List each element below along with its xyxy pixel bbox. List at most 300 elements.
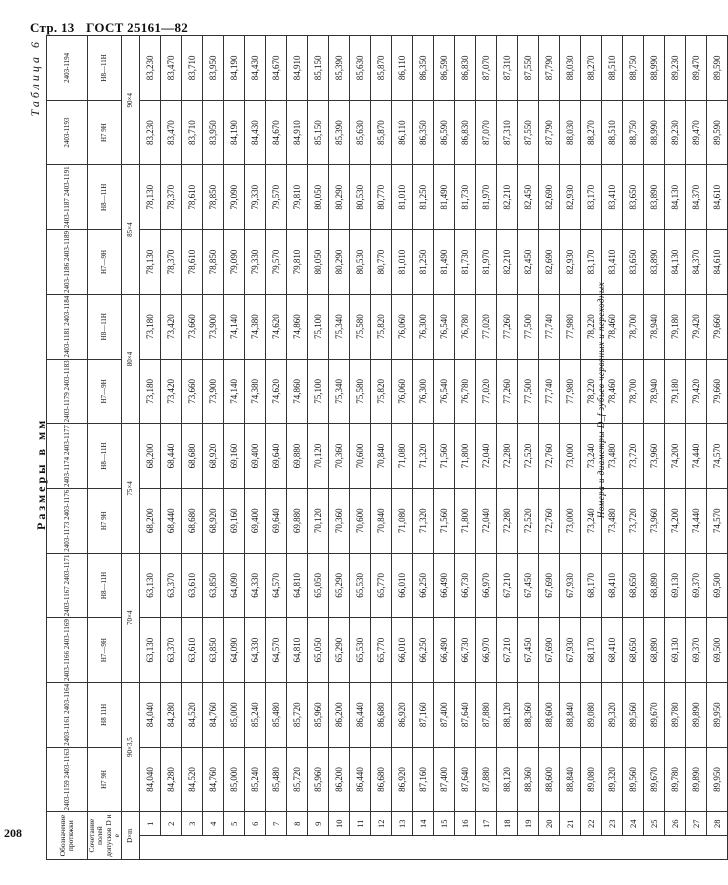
- header-row-sizes: [122, 36, 140, 860]
- table-row: [518, 36, 539, 860]
- diameter-cell: 74,620: [266, 294, 287, 359]
- diameter-cell: 83,650: [623, 230, 644, 295]
- diameter-cell: 85,480: [266, 682, 287, 747]
- diameter-cell: 87,640: [455, 682, 476, 747]
- diameter-cell: 82,450: [518, 165, 539, 230]
- diameter-cell: 69,160: [224, 424, 245, 489]
- diameter-cell: 81,970: [476, 230, 497, 295]
- diameter-cell: 87,550: [518, 100, 539, 165]
- diameter-cell: 89,320: [602, 747, 623, 812]
- diameter-cell: 85,240: [245, 682, 266, 747]
- diameter-cell: 78,460: [602, 359, 623, 424]
- tooth-number-cell: 24: [623, 812, 644, 836]
- diameter-cell: 73,420: [161, 294, 182, 359]
- diameter-cell: 87,310: [497, 36, 518, 101]
- diameter-cell: 67,210: [497, 553, 518, 618]
- diameter-cell: 77,260: [497, 359, 518, 424]
- diameter-cell: 80,530: [350, 165, 371, 230]
- size-header: 70×4: [122, 553, 140, 682]
- diameter-cell: 76,060: [392, 294, 413, 359]
- diameter-cell: 76,060: [392, 359, 413, 424]
- diameter-cell: 77,500: [518, 294, 539, 359]
- diameter-cell: 80,530: [350, 230, 371, 295]
- diameter-cell: 89,780: [665, 682, 686, 747]
- diameter-cell: 84,130: [665, 230, 686, 295]
- diameter-cell: 74,380: [245, 359, 266, 424]
- diameter-cell: 69,500: [707, 553, 728, 618]
- diameter-cell: 71,800: [455, 424, 476, 489]
- table-row: [287, 36, 308, 860]
- diameter-cell: 68,200: [140, 488, 161, 553]
- diameter-cell: 81,010: [392, 165, 413, 230]
- size-header: 85×4: [122, 165, 140, 294]
- diameter-cell: 75,100: [308, 359, 329, 424]
- diameter-cell: 87,070: [476, 36, 497, 101]
- diameter-cell: 88,030: [560, 100, 581, 165]
- designation-header: Обозначение протяжки: [47, 812, 88, 860]
- tooth-number-cell: 19: [518, 812, 539, 836]
- tooth-number-cell: 17: [476, 812, 497, 836]
- diameter-cell: 70,600: [350, 488, 371, 553]
- diameter-cell: 83,890: [644, 230, 665, 295]
- diameter-cell: 87,880: [476, 747, 497, 812]
- diameter-cell: 88,030: [560, 36, 581, 101]
- diameter-cell: 69,880: [287, 488, 308, 553]
- diameter-cell: 79,420: [686, 359, 707, 424]
- diameter-cell: 85,390: [329, 100, 350, 165]
- diameter-cell: 84,370: [686, 165, 707, 230]
- diameter-cell: 88,360: [518, 747, 539, 812]
- diameter-cell: 65,050: [308, 618, 329, 683]
- diameter-cell: 79,090: [224, 230, 245, 295]
- group-header: 2403-1186 2403-1189: [47, 230, 88, 295]
- tooth-number-cell: 10: [329, 812, 350, 836]
- diameter-cell: 77,980: [560, 359, 581, 424]
- table-caption: Размеры в мм: [34, 417, 48, 530]
- diameter-cell: 82,210: [497, 165, 518, 230]
- diameter-cell: 74,200: [665, 424, 686, 489]
- fit-header: Сочетание полей допусков D и e: [88, 812, 122, 860]
- diameter-cell: 73,240: [581, 488, 602, 553]
- diameter-cell: 88,270: [581, 36, 602, 101]
- diameter-cell: 84,190: [224, 36, 245, 101]
- diameter-cell: 85,720: [287, 747, 308, 812]
- diameter-cell: 88,990: [644, 100, 665, 165]
- diameter-cell: 83,710: [182, 100, 203, 165]
- diameter-cell: 71,800: [455, 488, 476, 553]
- diameter-cell: 69,640: [266, 424, 287, 489]
- tooth-number-cell: 20: [539, 812, 560, 836]
- diameter-cell: 80,770: [371, 165, 392, 230]
- tooth-number-cell: 11: [350, 812, 371, 836]
- diameter-cell: 63,370: [161, 553, 182, 618]
- diameter-cell: 68,410: [602, 618, 623, 683]
- diameter-cell: 88,840: [560, 747, 581, 812]
- diameter-cell: 85,480: [266, 747, 287, 812]
- diameter-cell: 68,170: [581, 618, 602, 683]
- diameter-cell: 68,680: [182, 488, 203, 553]
- diameter-cell: 68,440: [161, 488, 182, 553]
- diameter-cell: 82,450: [518, 230, 539, 295]
- diameter-cell: 85,000: [224, 682, 245, 747]
- diameter-cell: 66,490: [434, 618, 455, 683]
- diameter-cell: 86,200: [329, 682, 350, 747]
- diameter-cell: 87,400: [434, 747, 455, 812]
- diameter-cell: 66,730: [455, 553, 476, 618]
- fit-cell: H7 9H: [88, 100, 122, 165]
- diameter-cell: 70,360: [329, 488, 350, 553]
- diameter-cell: 69,370: [686, 553, 707, 618]
- diameter-cell: 67,450: [518, 618, 539, 683]
- diameter-cell: 83,170: [581, 230, 602, 295]
- diameter-cell: 77,020: [476, 294, 497, 359]
- diameter-cell: 74,620: [266, 359, 287, 424]
- diameter-cell: 78,700: [623, 359, 644, 424]
- page-label: Стр. 13: [30, 20, 75, 35]
- diameter-cell: 69,640: [266, 488, 287, 553]
- diameter-cell: 80,770: [371, 230, 392, 295]
- diameter-cell: 79,810: [287, 230, 308, 295]
- diameter-cell: 87,880: [476, 682, 497, 747]
- diameter-cell: 89,470: [686, 100, 707, 165]
- diameter-cell: 83,650: [623, 165, 644, 230]
- diameter-cell: 89,670: [644, 747, 665, 812]
- size-header: 75×4: [122, 424, 140, 553]
- diameter-cell: 84,670: [266, 36, 287, 101]
- diameter-cell: 77,740: [539, 294, 560, 359]
- diameter-cell: 69,500: [707, 618, 728, 683]
- diameter-cell: 68,920: [203, 488, 224, 553]
- fit-cell: H7—9H: [88, 359, 122, 424]
- diameter-cell: 67,930: [560, 618, 581, 683]
- diameter-cell: 73,000: [560, 424, 581, 489]
- diameter-cell: 87,160: [413, 682, 434, 747]
- diameter-cell: 66,970: [476, 618, 497, 683]
- table-row: [497, 36, 518, 860]
- diameter-cell: 85,630: [350, 100, 371, 165]
- table-row: [266, 36, 287, 860]
- diameter-cell: 66,010: [392, 618, 413, 683]
- fit-cell: H8—11H: [88, 424, 122, 489]
- diameter-cell: 85,000: [224, 747, 245, 812]
- diameter-cell: 73,720: [623, 424, 644, 489]
- diameter-cell: 73,720: [623, 488, 644, 553]
- diameter-cell: 65,530: [350, 618, 371, 683]
- tooth-number-cell: 3: [182, 812, 203, 836]
- diameter-cell: 89,080: [581, 682, 602, 747]
- diameter-cell: 73,660: [182, 359, 203, 424]
- diameter-cell: 68,440: [161, 424, 182, 489]
- tooth-number-cell: 25: [644, 812, 665, 836]
- diameter-cell: 78,220: [581, 294, 602, 359]
- table-row: [329, 36, 350, 860]
- diameter-cell: 78,220: [581, 359, 602, 424]
- diameter-cell: 73,480: [602, 488, 623, 553]
- diameter-cell: 73,480: [602, 424, 623, 489]
- diameter-cell: 88,510: [602, 100, 623, 165]
- diameter-cell: 74,860: [287, 359, 308, 424]
- diameter-cell: 86,200: [329, 747, 350, 812]
- fit-cell: H8—11H: [88, 36, 122, 101]
- table-row: [140, 36, 161, 860]
- tooth-number-cell: 13: [392, 812, 413, 836]
- group-header: 2403-1166 2403-1169: [47, 618, 88, 683]
- diameter-cell: 80,050: [308, 165, 329, 230]
- diameter-cell: 72,280: [497, 488, 518, 553]
- tooth-number-cell: 27: [686, 812, 707, 836]
- diameter-cell: 64,090: [224, 618, 245, 683]
- diameter-cell: 76,780: [455, 359, 476, 424]
- diameter-cell: 63,610: [182, 553, 203, 618]
- diameter-cell: 74,200: [665, 488, 686, 553]
- diameter-cell: 81,490: [434, 165, 455, 230]
- diameter-cell: 70,120: [308, 424, 329, 489]
- tooth-number-cell: 22: [581, 812, 602, 836]
- diameter-cell: 74,570: [707, 424, 728, 489]
- diameter-cell: 86,680: [371, 747, 392, 812]
- diameter-cell: 78,610: [182, 165, 203, 230]
- diameter-cell: 88,360: [518, 682, 539, 747]
- diameter-cell: 78,610: [182, 230, 203, 295]
- diameter-cell: 84,760: [203, 682, 224, 747]
- diameter-cell: 67,690: [539, 618, 560, 683]
- diameter-cell: 79,330: [245, 230, 266, 295]
- size-header: 80×4: [122, 294, 140, 423]
- diameter-cell: 65,770: [371, 618, 392, 683]
- diameter-cell: 78,940: [644, 359, 665, 424]
- fit-cell: H8 11H: [88, 682, 122, 747]
- diameter-cell: 74,440: [686, 424, 707, 489]
- diameter-cell: 85,150: [308, 36, 329, 101]
- diameter-cell: 83,950: [203, 36, 224, 101]
- diameter-cell: 78,130: [140, 165, 161, 230]
- diameter-cell: 78,700: [623, 294, 644, 359]
- diameter-cell: 78,370: [161, 165, 182, 230]
- diameter-cell: 69,400: [245, 424, 266, 489]
- diameter-cell: 86,350: [413, 36, 434, 101]
- diameter-cell: 63,850: [203, 618, 224, 683]
- diameter-cell: 83,230: [140, 100, 161, 165]
- table-label: Таблица 6: [28, 39, 42, 117]
- diameter-cell: 73,660: [182, 294, 203, 359]
- diameter-cell: 83,410: [602, 165, 623, 230]
- diameter-cell: 83,710: [182, 36, 203, 101]
- diameter-cell: 68,650: [623, 618, 644, 683]
- table-row: [161, 36, 182, 860]
- diameter-cell: 65,770: [371, 553, 392, 618]
- diameter-cell: 75,100: [308, 294, 329, 359]
- diameter-cell: 66,250: [413, 618, 434, 683]
- diameter-cell: 73,240: [581, 424, 602, 489]
- diameter-cell: 83,950: [203, 100, 224, 165]
- diameter-cell: 84,280: [161, 747, 182, 812]
- diameter-cell: 73,420: [161, 359, 182, 424]
- diameter-cell: 72,040: [476, 488, 497, 553]
- diameter-cell: 77,500: [518, 359, 539, 424]
- diameter-cell: 85,390: [329, 36, 350, 101]
- table-row: [224, 36, 245, 860]
- diameter-cell: 83,470: [161, 36, 182, 101]
- diameter-cell: 67,450: [518, 553, 539, 618]
- table-row: [350, 36, 371, 860]
- diameter-cell: 89,560: [623, 747, 644, 812]
- diameter-cell: 84,910: [287, 100, 308, 165]
- diameter-cell: 86,440: [350, 747, 371, 812]
- diameter-cell: 74,860: [287, 294, 308, 359]
- diameter-cell: 84,760: [203, 747, 224, 812]
- tooth-number-cell: 21: [560, 812, 581, 836]
- diameter-cell: 83,410: [602, 230, 623, 295]
- diameter-cell: 73,900: [203, 359, 224, 424]
- diameter-cell: 75,340: [329, 294, 350, 359]
- diameter-cell: 69,880: [287, 424, 308, 489]
- diameter-cell: 83,890: [644, 165, 665, 230]
- diameter-cell: 80,290: [329, 230, 350, 295]
- tooth-number-cell: 4: [203, 812, 224, 836]
- diameter-cell: 89,230: [665, 36, 686, 101]
- diameter-cell: 79,810: [287, 165, 308, 230]
- header-row-groups: [47, 36, 88, 860]
- table-row: [203, 36, 224, 860]
- diameter-cell: 78,850: [203, 165, 224, 230]
- diameter-cell: 63,850: [203, 553, 224, 618]
- diameter-cell: 78,460: [602, 294, 623, 359]
- diameter-cell: 84,130: [665, 165, 686, 230]
- tooth-number-cell: 15: [434, 812, 455, 836]
- group-header: 2403-1179 2403-1183: [47, 359, 88, 424]
- table-row: [413, 36, 434, 860]
- diameter-cell: 71,320: [413, 424, 434, 489]
- diameter-cell: 73,900: [203, 294, 224, 359]
- diameter-cell: 87,160: [413, 747, 434, 812]
- diameter-cell: 84,040: [140, 682, 161, 747]
- tooth-number-cell: 5: [224, 812, 245, 836]
- group-header: 2403-1194: [47, 36, 88, 101]
- diameter-cell: 63,130: [140, 618, 161, 683]
- diameter-cell: 74,140: [224, 294, 245, 359]
- table-row: [623, 36, 644, 860]
- diameter-cell: 70,840: [371, 424, 392, 489]
- diameter-cell: 78,130: [140, 230, 161, 295]
- table-row: [371, 36, 392, 860]
- diameter-cell: 89,080: [581, 747, 602, 812]
- diameter-cell: 81,490: [434, 230, 455, 295]
- diameter-cell: 66,250: [413, 553, 434, 618]
- diameter-cell: 88,510: [602, 36, 623, 101]
- diameter-cell: 88,120: [497, 747, 518, 812]
- diameter-cell: 67,690: [539, 553, 560, 618]
- diameter-cell: 85,720: [287, 682, 308, 747]
- diameter-cell: 84,520: [182, 747, 203, 812]
- tooth-number-cell: 2: [161, 812, 182, 836]
- tooth-number-cell: 23: [602, 812, 623, 836]
- diameter-cell: 86,110: [392, 100, 413, 165]
- diameter-cell: 86,920: [392, 682, 413, 747]
- fit-cell: H7 9H: [88, 488, 122, 553]
- table-row: [434, 36, 455, 860]
- diameter-cell: 68,890: [644, 553, 665, 618]
- diameter-cell: 66,490: [434, 553, 455, 618]
- diameter-cell: 76,780: [455, 294, 476, 359]
- diameter-cell: 85,960: [308, 747, 329, 812]
- diameter-cell: 75,820: [371, 294, 392, 359]
- diameter-cell: 78,370: [161, 230, 182, 295]
- diameter-cell: 88,270: [581, 100, 602, 165]
- diameter-cell: 78,850: [203, 230, 224, 295]
- diameter-cell: 75,820: [371, 359, 392, 424]
- diameter-cell: 89,670: [644, 682, 665, 747]
- size-header: 90×4: [122, 36, 140, 165]
- diameter-cell: 89,470: [686, 36, 707, 101]
- diameter-cell: 86,680: [371, 682, 392, 747]
- diameter-cell: 87,310: [497, 100, 518, 165]
- diameter-cell: 80,290: [329, 165, 350, 230]
- side-spacer-cell: [140, 836, 728, 860]
- diameter-cell: 70,840: [371, 488, 392, 553]
- group-header: 2403-1173 2403-1176: [47, 488, 88, 553]
- fit-cell: H8—11H: [88, 294, 122, 359]
- diameter-cell: 85,150: [308, 100, 329, 165]
- diameter-cell: 89,890: [686, 682, 707, 747]
- diameter-cell: 84,190: [224, 100, 245, 165]
- tooth-number-cell: 12: [371, 812, 392, 836]
- diameter-cell: 65,290: [329, 618, 350, 683]
- diameter-cell: 73,000: [560, 488, 581, 553]
- diameter-cell: 74,570: [707, 488, 728, 553]
- diameter-cell: 85,630: [350, 36, 371, 101]
- diameter-cell: 71,560: [434, 488, 455, 553]
- diameter-cell: 63,130: [140, 553, 161, 618]
- diameter-cell: 73,180: [140, 359, 161, 424]
- diameter-cell: 69,130: [665, 618, 686, 683]
- diameter-cell: 85,870: [371, 100, 392, 165]
- diameter-cell: 79,570: [266, 230, 287, 295]
- table-row: [455, 36, 476, 860]
- diameter-cell: 67,930: [560, 553, 581, 618]
- diameter-cell: 86,920: [392, 747, 413, 812]
- diameter-cell: 85,240: [245, 747, 266, 812]
- diameter-cell: 66,010: [392, 553, 413, 618]
- diameter-cell: 79,180: [665, 294, 686, 359]
- diameter-cell: 65,050: [308, 553, 329, 618]
- diameter-cell: 89,780: [665, 747, 686, 812]
- diameter-cell: 84,280: [161, 682, 182, 747]
- diameter-cell: 86,590: [434, 100, 455, 165]
- table-row: [665, 36, 686, 860]
- diameter-cell: 68,650: [623, 553, 644, 618]
- diameter-cell: 70,120: [308, 488, 329, 553]
- diameter-cell: 72,520: [518, 424, 539, 489]
- diameter-cell: 75,580: [350, 294, 371, 359]
- diameter-cell: 89,590: [707, 36, 728, 101]
- table-row: [182, 36, 203, 860]
- diameter-cell: 82,930: [560, 165, 581, 230]
- tooth-number-cell: 16: [455, 812, 476, 836]
- diameter-cell: 70,360: [329, 424, 350, 489]
- diameter-cell: 81,730: [455, 230, 476, 295]
- diameter-cell: 71,080: [392, 424, 413, 489]
- diameter-cell: 72,760: [539, 424, 560, 489]
- diameter-cell: 82,690: [539, 165, 560, 230]
- diameter-cell: 81,250: [413, 165, 434, 230]
- diameter-cell: 71,080: [392, 488, 413, 553]
- size-header: 90×3,5: [122, 682, 140, 811]
- diameter-cell: 68,680: [182, 424, 203, 489]
- diameter-cell: 89,560: [623, 682, 644, 747]
- diameter-cell: 87,790: [539, 36, 560, 101]
- diameter-cell: 88,120: [497, 682, 518, 747]
- table-row: [308, 36, 329, 860]
